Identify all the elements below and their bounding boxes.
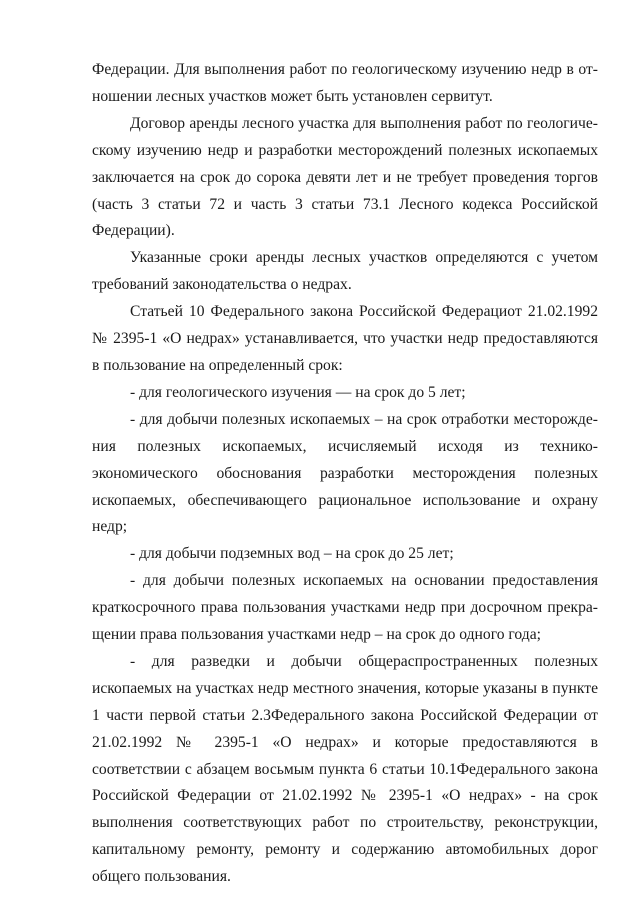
list-item-short-term-right: - для добычи полезных ископаемых на основании предоставления краткосрочного права пользования участками недр при досрочном прекращении права пользования участками недр – на срок до одного года; bbox=[92, 572, 598, 644]
paragraph-lease-terms: Указанные сроки аренды лесных участков определяются с учетом требований законодательства о недрах. bbox=[92, 249, 598, 294]
document-body bbox=[92, 57, 598, 891]
paragraph-lease-agreement: Договор аренды лесного участка для выполнения работ по геологическому изучению недр и разработки месторождений полезных ископаемых заключается на срок до сорока девяти лет и не требует проведения торгов (часть 3 статьи 72 и часть 3 статьи 73.1 Лесного кодекса Российской Федерации). bbox=[92, 114, 598, 240]
paragraph-article-10: Статьей 10 Федерального закона Российской Федерациoт 21.02.1992 № 2395-1 «О недрах» устанавливается, что участки недр предоставляются в пользование на определенный срок: bbox=[92, 303, 598, 374]
list-item-mineral-extraction: - для добычи полезных ископаемых – на срок отработки месторождения полезных ископаемых, исчисляемый исходя из технико-экономического обоснования разработки месторождения полезных ископаемых, обеспечивающего рациональное использование и охрану недр; bbox=[92, 410, 598, 536]
list-item-common-minerals: - для разведки и добычи общераспространенных полезных ископаемых на участках недр местного значения, которые указаны в пункте 1 части первой статьи 2.3Федерального закона Российской Федерации от 21.02.1992 № 2395-1 «О недрах» и которые предоставляются в соответствии с абзацем восьмым пункта 6 статьи 10.1Федерального закона Российской Федерации от 21.02.1992 № 2395-1 «О недрах» - на срок выполнения соответствующих работ по строительству, реконструкции, капитальному ремонту, ремонту и содержанию автомобильных дорог общего пользования. bbox=[92, 652, 598, 886]
paragraph-servitude: Федерации. Для выполнения работ по геологическому изучению недр в отношении лесных участков может быть установлен сервитут. bbox=[92, 61, 598, 105]
list-item-geological-study: - для геологического изучения — на срок до 5 лет; bbox=[130, 383, 466, 401]
list-item-groundwater: - для добычи подземных вод – на срок до 25 лет; bbox=[130, 545, 454, 563]
